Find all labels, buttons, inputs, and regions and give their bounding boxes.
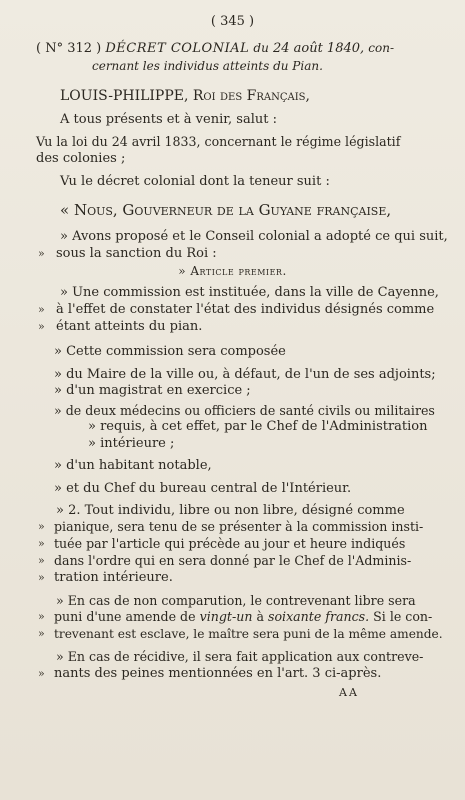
article2-line-1: » 2. Tout individu, libre ou non libre, désigné comme — [56, 503, 405, 518]
decree-subject-part1: con- — [368, 41, 395, 55]
penalty-text-e: Si le con- — [373, 609, 433, 624]
decree-heading: « Nous, Gouverneur de la Guyane française, — [60, 201, 392, 219]
margin-quote: » — [38, 247, 45, 260]
composition-line-6: » intérieure ; — [88, 436, 175, 451]
penalty-text-c: à — [256, 609, 264, 624]
article2-line-5: tration intérieure. — [54, 570, 173, 585]
margin-quote: » — [38, 554, 45, 567]
penalty-amount-max: soixante francs. — [268, 609, 370, 624]
decree-header-line1 — [36, 40, 394, 57]
margin-quote: » — [38, 610, 45, 623]
composition-line-7: » d'un habitant notable, — [54, 458, 212, 473]
penalty-amount-min: vingt-un — [199, 609, 253, 624]
decree-title: DÉCRET COLONIAL — [105, 41, 250, 56]
article1-line-3: étant atteints du pian. — [56, 319, 203, 334]
article-heading: » Article premier. — [178, 264, 287, 278]
decree-date: 24 août 1840, — [272, 41, 365, 56]
composition-line-8: » et du Chef du bureau central de l'Intérieur. — [54, 481, 352, 496]
margin-quote: » — [38, 520, 45, 533]
composition-line-4: » de deux médecins ou officiers de santé civils ou militaires — [54, 403, 435, 418]
penalty-line-1: » En cas de non comparution, le contrevenant libre sera — [56, 593, 416, 608]
recidive-line-1: » En cas de récidive, il sera fait application aux contreve- — [56, 649, 424, 664]
margin-quote: » — [38, 537, 45, 550]
penalty-line-3: trevenant est esclave, le maître sera puni de la même amende. — [54, 627, 443, 641]
margin-quote: » — [38, 571, 45, 584]
king-name: LOUIS-PHILIPPE, — [60, 88, 189, 104]
intro-line-3: Vu le décret colonial dont la teneur suit : — [60, 174, 330, 189]
article2-line-4: dans l'ordre qui en sera donné par le Chef de l'Adminis- — [54, 553, 412, 568]
margin-quote: » — [38, 320, 45, 333]
salutation: A tous présents et à venir, salut : — [60, 112, 277, 127]
article1-line-1: » Une commission est instituée, dans la ville de Cayenne, — [60, 285, 439, 300]
composition-line-1: » Cette commission sera composée — [54, 344, 286, 359]
decree-number: ( N° 312 ) — [36, 41, 102, 56]
preamble-line-1: » Avons proposé et le Conseil colonial a adopté ce qui suit, — [60, 229, 448, 244]
intro-line-2: des colonies ; — [36, 151, 126, 166]
penalty-line-2 — [54, 609, 432, 625]
decree-subject-part2: cernant les individus atteints du Pian. — [92, 59, 323, 73]
king-line — [60, 88, 310, 104]
king-title: Roi des Français, — [192, 88, 310, 104]
intro-line-1: Vu la loi du 24 avril 1833, concernant le régime législatif — [36, 134, 401, 149]
margin-quote: » — [38, 303, 45, 316]
decree-date-prefix: du — [253, 41, 269, 55]
margin-quote: » — [38, 667, 45, 680]
article1-line-2: à l'effet de constater l'état des individus désignés comme — [56, 302, 435, 317]
composition-line-5: » requis, à cet effet, par le Chef de l'Administration — [88, 419, 428, 434]
margin-quote: » — [38, 627, 45, 640]
article2-line-2: pianique, sera tenu de se présenter à la commission insti- — [54, 519, 424, 534]
composition-line-3: » d'un magistrat en exercice ; — [54, 383, 251, 398]
signature-mark: AA — [339, 686, 359, 699]
preamble-line-2: sous la sanction du Roi : — [56, 246, 217, 261]
composition-line-2: » du Maire de la ville ou, à défaut, de l'un de ses adjoints; — [54, 367, 436, 382]
recidive-line-2: nants des peines mentionnées en l'art. 3 ci-après. — [54, 666, 382, 681]
article2-line-3: tuée par l'article qui précède au jour et heure indiqués — [54, 536, 406, 551]
page-number: ( 345 ) — [210, 14, 255, 29]
penalty-text-a: puni d'une amende de — [54, 609, 196, 624]
